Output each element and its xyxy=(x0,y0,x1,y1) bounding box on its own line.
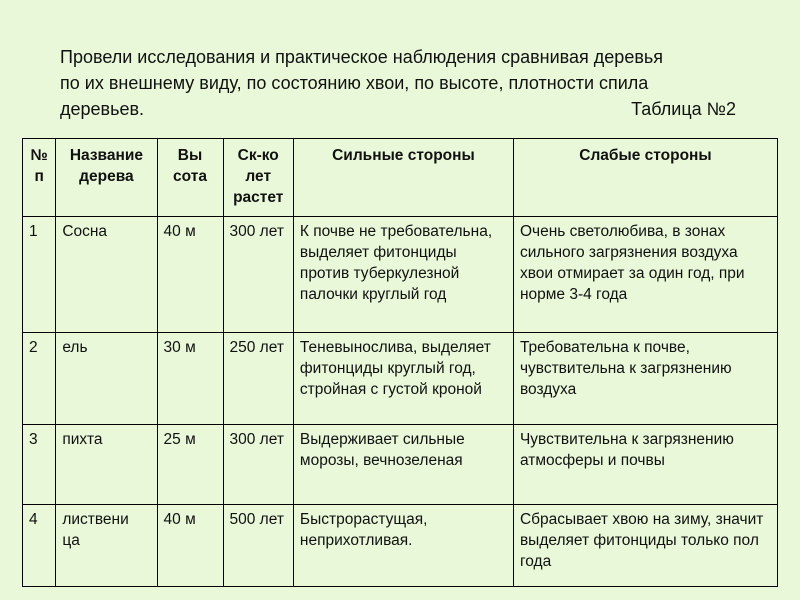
cell-num: 1 xyxy=(23,217,56,333)
cell-height: 25 м xyxy=(157,425,223,505)
cell-weaknesses: Чувствительна к загрязнению атмосферы и почвы xyxy=(513,425,777,505)
cell-weaknesses: Сбрасывает хвою на зиму, значит выделяет фитонциды только пол года xyxy=(513,505,777,587)
cell-num: 4 xyxy=(23,505,56,587)
cell-weaknesses: Требовательна к почве, чувствительна к загрязнению воздуха xyxy=(513,333,777,425)
cell-name: ель xyxy=(56,333,157,425)
cell-num: 3 xyxy=(23,425,56,505)
header-weaknesses: Слабые стороны xyxy=(513,139,777,217)
cell-name: пихта xyxy=(56,425,157,505)
header-age: Ск-ко лет растет xyxy=(223,139,293,217)
intro-line-2: по их внешнему виду, по состоянию хвои, по высоте, плотности спила xyxy=(60,73,649,93)
header-num: № п xyxy=(23,139,56,217)
cell-age: 250 лет xyxy=(223,333,293,425)
table-row xyxy=(23,217,778,333)
cell-strengths: К почве не требовательна, выделяет фитонциды против туберкулезной палочки круглый год xyxy=(293,217,513,333)
table-row xyxy=(23,505,778,587)
header-strengths: Сильные стороны xyxy=(293,139,513,217)
header-height: Вы сота xyxy=(157,139,223,217)
cell-num: 2 xyxy=(23,333,56,425)
intro-line-1: Провели исследования и практическое наблюдения сравнивая деревья xyxy=(60,47,664,67)
header-name: Название дерева xyxy=(56,139,157,217)
cell-strengths: Теневынослива, выделяет фитонциды круглый год, стройная с густой кроной xyxy=(293,333,513,425)
intro-line-3: деревьев. xyxy=(60,99,145,119)
table-header-row xyxy=(23,139,778,217)
cell-height: 30 м xyxy=(157,333,223,425)
table-label: Таблица №2 xyxy=(631,99,736,119)
cell-age: 300 лет xyxy=(223,425,293,505)
trees-comparison-table xyxy=(22,138,778,587)
cell-age: 500 лет xyxy=(223,505,293,587)
table-row xyxy=(23,425,778,505)
cell-strengths: Быстрорастущая, неприхотливая. xyxy=(293,505,513,587)
cell-age: 300 лет xyxy=(223,217,293,333)
table-row xyxy=(23,333,778,425)
cell-height: 40 м xyxy=(157,217,223,333)
cell-height: 40 м xyxy=(157,505,223,587)
intro-text xyxy=(60,44,750,122)
cell-name: Сосна xyxy=(56,217,157,333)
cell-strengths: Выдерживает сильные морозы, вечнозеленая xyxy=(293,425,513,505)
cell-name: листвени ца xyxy=(56,505,157,587)
cell-weaknesses: Очень светолюбива, в зонах сильного загрязнения воздуха хвои отмирает за один год, при норме 3-4 года xyxy=(513,217,777,333)
